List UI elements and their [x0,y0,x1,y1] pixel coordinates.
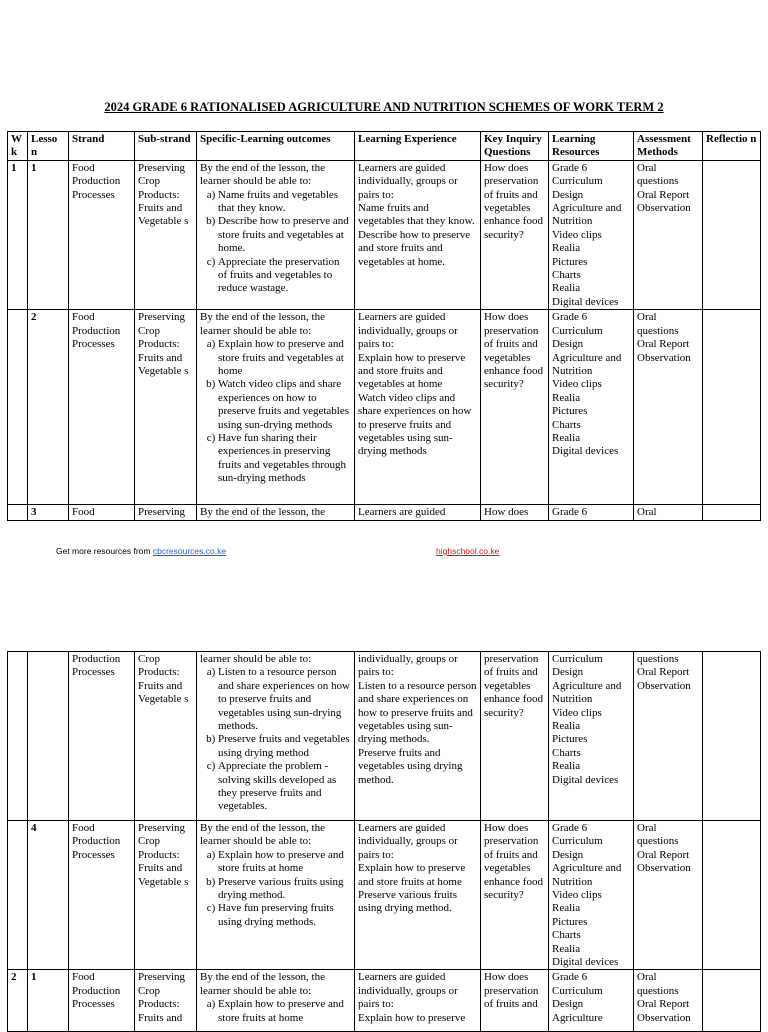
resources-cell: Grade 6 [549,505,634,520]
outcomes-intro: By the end of the lesson, the learner should be able to: [200,822,325,848]
week-cell [8,505,28,520]
assessment-cell [634,970,703,1032]
resource-item: Grade 6 Curriculum Design Agriculture and Nutrition [552,822,622,888]
outcomes-cell [197,821,355,970]
week-cell: 1 [8,160,28,309]
resource-item: Grade 6 Curriculum Design Agriculture and Nutrition [552,311,622,377]
experience-cell: Learners are guided [355,505,481,520]
assessment-item: Observation [637,202,691,215]
assessment-item: Oral questions [637,311,679,337]
resource-item: Realia [552,760,581,773]
questions-cell: How does preservation of fruits and vegetables enhance food security? [481,160,549,309]
week-cell [8,821,28,970]
header-lesson: Lesso n [28,132,69,161]
questions-cell: How does preservation of fruits and vegetables enhance food security? [481,821,549,970]
assessment-item: Observation [637,679,691,692]
outcome-item: c. Appreciate the problem -solving skills developed as they preserve fruits and vegetables. [218,760,351,814]
resource-item: Charts [552,746,581,759]
resource-item: Realia [552,391,581,404]
assessment-item: Oral Report [637,848,690,861]
questions-cell: How does [481,505,549,520]
experience-line: Explain how to preserve [358,1011,466,1024]
outcome-item: b. Preserve fruits and vegetables using drying method [218,733,351,760]
outcomes-cell [197,970,355,1032]
resource-item: Digital devices [552,445,619,458]
substrand-cell: Preserving [135,505,197,520]
outcomes-intro: learner should be able to: [200,653,312,665]
experience-line: Describe how to preserve and store fruits and vegetables at home. [358,228,471,268]
strand-cell: Food Production Processes [69,970,135,1032]
cbcresources-link[interactable]: cbcresources.co.ke [152,546,227,556]
table-row [8,652,761,821]
table-row [8,160,761,309]
lesson-cell: 1 [28,970,69,1032]
questions-cell: How does preservation of fruits and vegetables enhance food security? [481,310,549,505]
reflection-cell[interactable] [703,652,761,821]
experience-line: Watch video clips and share experiences on how to preserve fruits and vegetables using sun-drying methods [358,391,472,458]
resource-item: Pictures [552,255,588,268]
strand-cell: Food Production Processes [69,160,135,309]
outcomes-intro: By the end of the lesson, the learner should be able to: [200,971,325,997]
outcomes-cell [197,310,355,505]
outcomes-cell [197,652,355,821]
outcome-item: a. Explain how to preserve and store fruits at home [218,849,351,876]
week-cell: 2 [8,970,28,1032]
resources-cell: Grade 6 Curriculum Design Agriculture [549,970,634,1032]
resource-item: Charts [552,269,581,282]
experience-cell [355,160,481,309]
header-assessment: Assessment Methods [634,132,703,161]
strand-cell: Production Processes [69,652,135,821]
table-row [8,310,761,505]
experience-line: Name fruits and vegetables that they know. [358,202,475,228]
table-header-row [8,132,761,161]
resource-item: Pictures [552,915,588,928]
week-cell [8,310,28,505]
experience-cell [355,821,481,970]
lesson-cell: 2 [28,310,69,505]
table-row [8,970,761,1032]
outcomes-intro: By the end of the lesson, the learner should be able to: [200,161,325,188]
experience-line: individually, groups or pairs to: [358,653,458,679]
reflection-cell[interactable] [703,821,761,970]
experience-line: Learners are guided individually, groups or pairs to: [358,161,458,201]
header-outcomes: Specific-Learning outcomes [197,132,355,161]
table-row [8,821,761,970]
experience-line: Preserve fruits and vegetables using drying method. [358,746,463,786]
questions-cell: preservation of fruits and vegetables enhance food security? [481,652,549,821]
substrand-cell: Preserving Crop Products: Fruits and Vegetable s [135,821,197,970]
resource-item: Video clips [552,378,602,391]
experience-cell [355,970,481,1032]
outcome-item: a. Explain how to preserve and store fruits and vegetables at home [218,338,351,378]
experience-line: Learners are guided individually, groups or pairs to: [358,311,458,351]
substrand-cell: Crop Products: Fruits and Vegetable s [135,652,197,821]
substrand-cell: Preserving Crop Products: Fruits and [135,970,197,1032]
strand-cell: Food Production Processes [69,310,135,505]
header-resources: Learning Resources [549,132,634,161]
footer-resources [56,546,226,556]
outcome-item: b. Preserve various fruits using drying method. [218,876,351,903]
assessment-cell [634,652,703,821]
assessment-item: Oral Report [637,188,690,201]
resource-item: Pictures [552,405,588,418]
document-title: 2024 GRADE 6 RATIONALISED AGRICULTURE AND NUTRITION SCHEMES OF WORK TERM 2 [104,100,664,114]
outcome-item: c. Have fun preserving fruits using drying methods. [218,902,351,929]
experience-line: Listen to a resource person and share experiences on how to preserve fruits and vegetables using sun-drying methods. [358,679,477,746]
resources-cell [549,821,634,970]
header-experience: Learning Experience [355,132,481,161]
header-reflection: Reflectio n [703,132,761,161]
resource-item: Realia [552,720,581,733]
experience-line: Explain how to preserve and store fruits and vegetables at home [358,351,466,391]
assessment-item: Oral questions [637,971,679,997]
schemes-of-work-table-continued [7,651,761,1032]
resource-item: Realia [552,431,581,444]
strand-cell: Food [69,505,135,520]
reflection-cell[interactable] [703,505,761,520]
header-substrand: Sub-strand [135,132,197,161]
assessment-item: Oral Report [637,666,690,679]
week-cell [8,652,28,821]
assessment-cell [634,821,703,970]
experience-line: Learners are guided individually, groups or pairs to: [358,822,458,861]
experience-line: Learners are guided individually, groups or pairs to: [358,971,458,1011]
outcome-item: c. Appreciate the preservation of fruits and vegetables to reduce wastage. [218,256,351,296]
assessment-item: Oral questions [637,161,679,188]
resource-item: Curriculum Design Agriculture and Nutrition [552,653,622,706]
assessment-cell [634,160,703,309]
highschool-link[interactable]: highschool.co.ke [436,546,500,556]
assessment-item: Oral questions [637,822,679,848]
resource-item: Digital devices [552,773,619,786]
questions-cell: How does preservation of fruits and [481,970,549,1032]
assessment-cell [634,310,703,505]
assessment-item: Observation [637,351,691,364]
resource-item: Charts [552,418,581,431]
lesson-cell [28,652,69,821]
outcomes-intro: By the end of the lesson, the learner should be able to: [200,311,325,337]
outcome-item: b. Describe how to preserve and store fruits and vegetables at home. [218,215,351,255]
header-strand: Strand [69,132,135,161]
outcome-item: a. Listen to a resource person and share experiences on how to preserve fruits and vegetables using sun-drying methods. [218,666,351,733]
outcome-item: c. Have fun sharing their experiences in preserving fruits and vegetables through sun-drying methods [218,432,351,486]
reflection-cell[interactable] [703,310,761,505]
resource-item: Video clips [552,706,602,719]
assessment-item: questions [637,653,679,665]
outcomes-cell: By the end of the lesson, the [197,505,355,520]
resource-item: Video clips [552,889,602,902]
schemes-of-work-table [7,131,761,521]
header-week: W k [8,132,28,161]
page-2 [0,580,768,1024]
resource-item: Pictures [552,733,588,746]
footer-right [436,546,499,556]
resource-item: Realia [552,282,581,295]
assessment-cell: Oral [634,505,703,520]
resource-item: Digital devices [552,956,619,969]
outcome-item: a. Name fruits and vegetables that they know. [218,189,351,216]
resources-cell [549,310,634,505]
resource-item: Realia [552,902,581,915]
lesson-cell: 1 [28,160,69,309]
table-row [8,505,761,520]
assessment-item: Oral Report [637,338,690,351]
resource-item: Charts [552,929,581,942]
resources-cell [549,160,634,309]
resource-item: Digital devices [552,295,619,308]
assessment-item: Observation [637,862,691,875]
outcome-item: b. Watch video clips and share experiences on how to preserve fruits and vegetables using sun-drying methods [218,378,351,432]
substrand-cell: Preserving Crop Products: Fruits and Vegetable s [135,310,197,505]
strand-cell: Food Production Processes [69,821,135,970]
experience-line: Explain how to preserve and store fruits at home [358,862,466,888]
lesson-cell: 4 [28,821,69,970]
substrand-cell: Preserving Crop Products: Fruits and Vegetable s [135,160,197,309]
resources-cell [549,652,634,821]
reflection-cell[interactable] [703,160,761,309]
experience-cell [355,652,481,821]
experience-line: Preserve various fruits using drying method. [358,889,457,915]
resource-item: Video clips [552,228,602,241]
header-questions: Key Inquiry Questions [481,132,549,161]
resource-item: Grade 6 Curriculum Design Agriculture and Nutrition [552,161,622,228]
footer-prefix: Get more resources from [56,546,153,556]
lesson-cell: 3 [28,505,69,520]
assessment-item: Observation [637,1011,691,1024]
assessment-item: Oral Report [637,998,690,1011]
experience-cell [355,310,481,505]
reflection-cell[interactable] [703,970,761,1032]
resource-item: Realia [552,242,581,255]
resource-item: Realia [552,942,581,955]
outcome-item: a. Explain how to preserve and store fruits at home [218,998,351,1025]
outcomes-cell [197,160,355,309]
